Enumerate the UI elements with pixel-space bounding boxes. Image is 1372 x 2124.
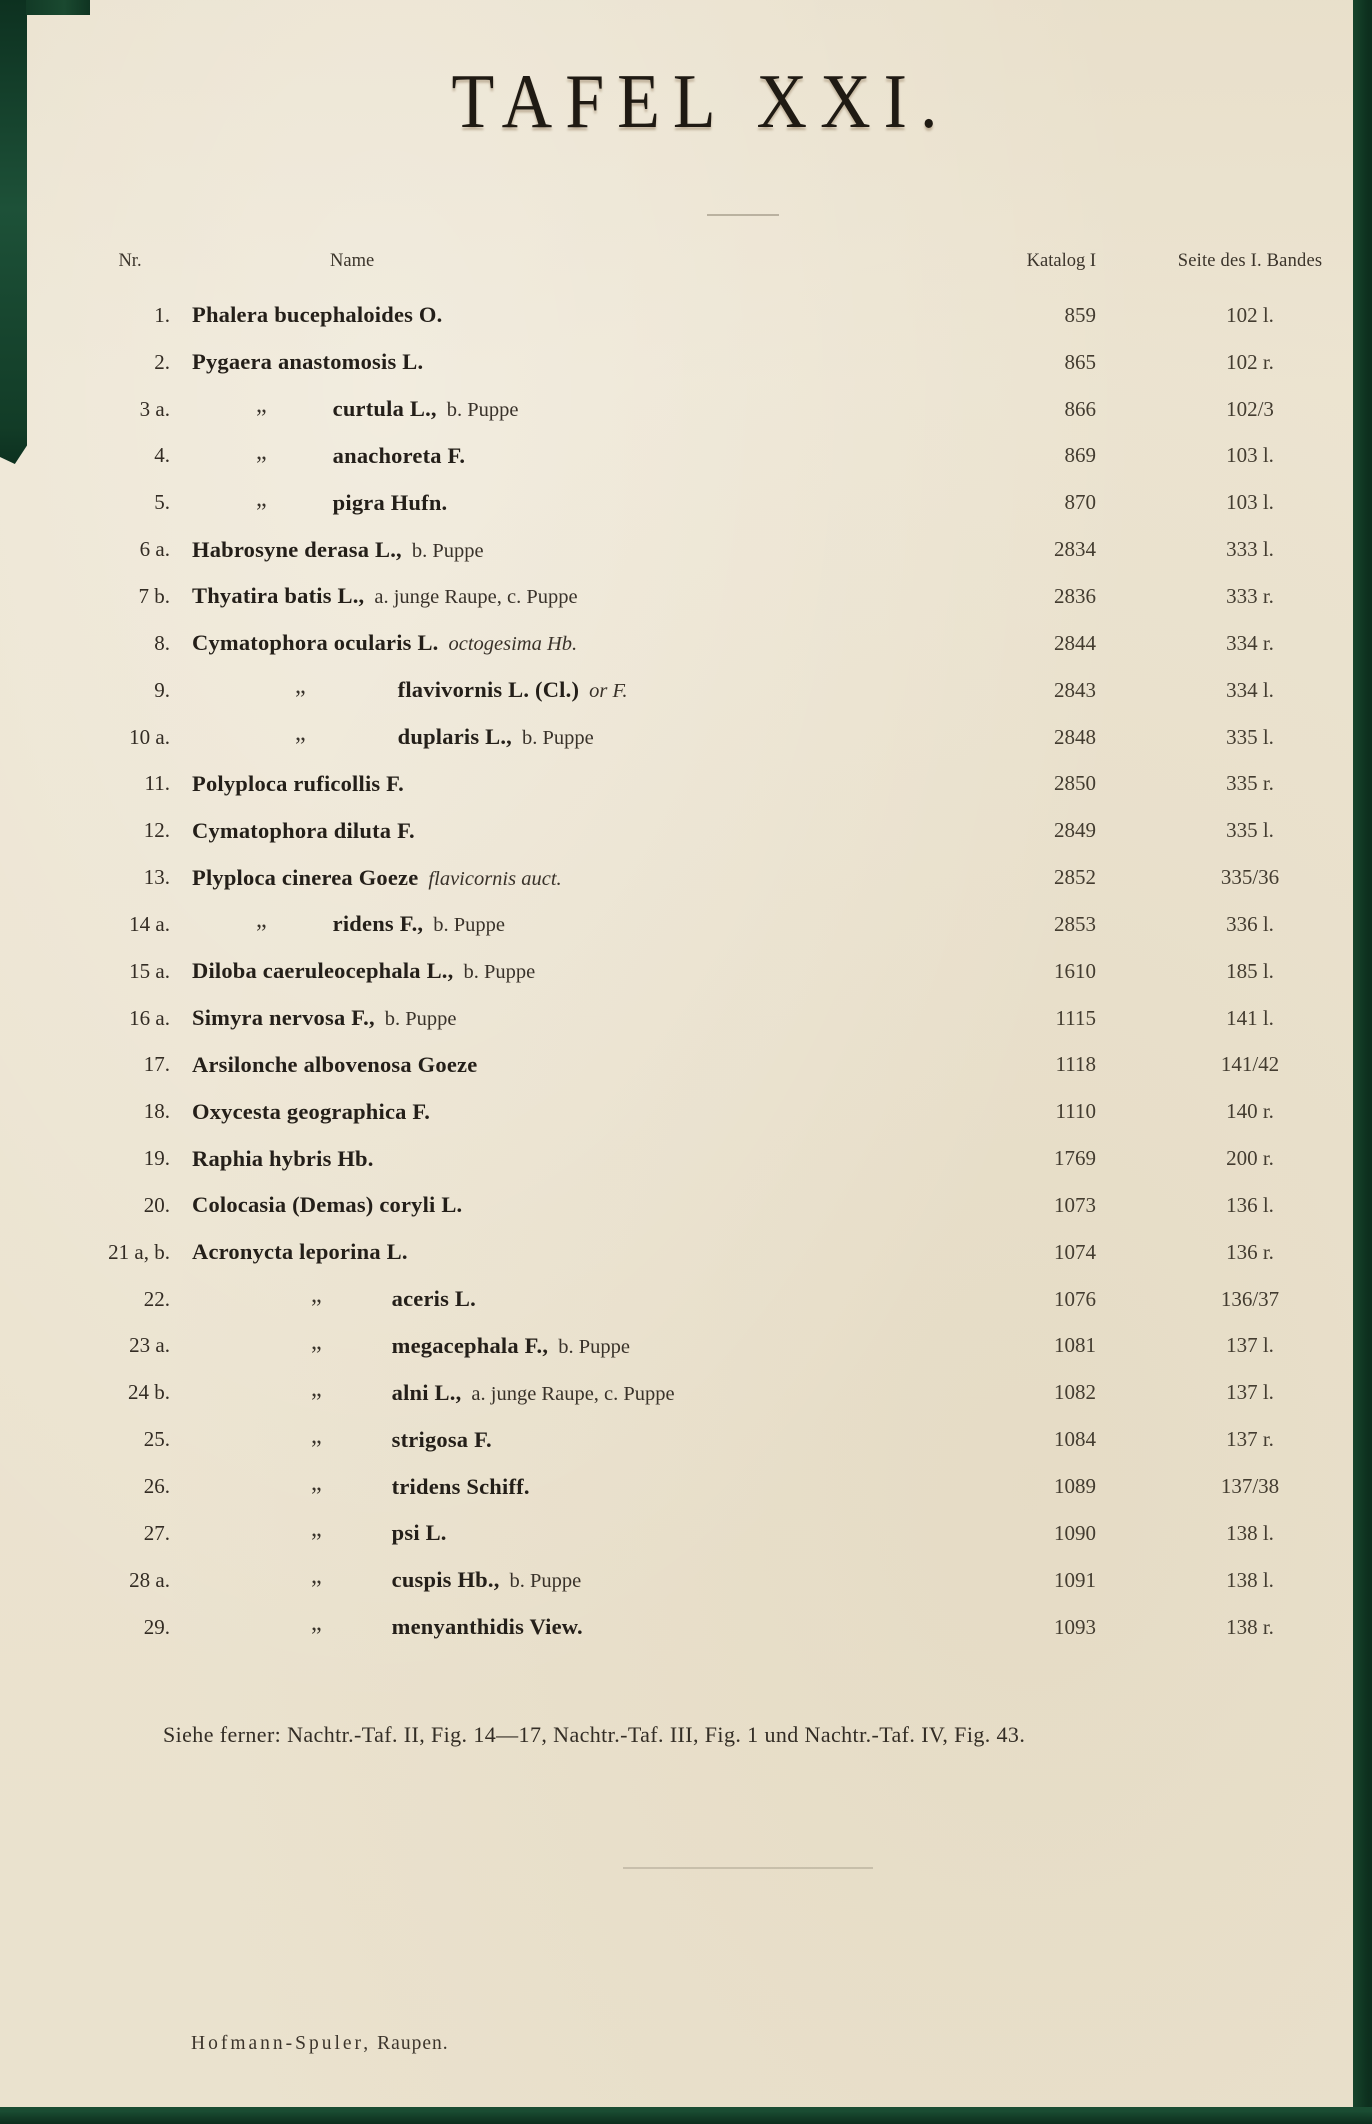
row-name-cell: „ pigra Hufn. [256,485,448,515]
katalog-number: 1091 [1054,1567,1096,1592]
row-name-cell: „ flavivornis L. (Cl.) or F. [295,673,628,703]
katalog-number: 1084 [1054,1427,1096,1452]
row-number: 13. [143,865,170,890]
species-name: ridens F., [332,911,424,937]
table-row [0,1369,1372,1416]
species-name: Arsilonche albovenosa Goeze [192,1051,478,1077]
row-name-cell: „ menyanthidis View. [311,1610,583,1640]
katalog-number: 1118 [1055,1052,1096,1077]
row-name-cell: „ tridens Schiff. [311,1469,530,1499]
table-row [0,292,1372,339]
cross-reference-note: Siehe ferner: Nachtr.-Taf. II, Fig. 14—17, Nachtr.-Taf. III, Fig. 1 und Nachtr.-Taf. IV, Fig. 43. [163,1722,1026,1747]
species-name: megacephala F., [391,1332,549,1358]
seite-reference: 141/42 [1220,1052,1280,1077]
col-header-name: Name [330,250,375,271]
katalog-number: 1076 [1054,1286,1096,1311]
species-name: Cymatophora ocularis L. [192,630,439,656]
row-number: 21 a, b. [108,1239,170,1264]
table-row [0,1229,1372,1276]
row-number: 5. [154,490,170,515]
row-name-cell [174,818,936,844]
table-row [0,854,1372,901]
table-row [0,1088,1372,1135]
species-name: psi L. [391,1520,447,1546]
col-header-seite: Seite des I. Bandes [1177,250,1323,271]
species-name: menyanthidis View. [391,1614,583,1640]
row-name-cell: „ duplaris L., b. Puppe [295,720,594,750]
row-name-cell [174,302,936,328]
species-name: Habrosyne derasa L., [192,536,402,562]
seite-reference: 336 l. [1226,911,1274,936]
table-row [0,620,1372,667]
row-number: 22. [143,1286,170,1311]
species-name: Plyploca cinerea Goeze [192,864,419,890]
species-name: strigosa F. [391,1426,492,1452]
species-name: duplaris L., [397,724,512,750]
name-annotation: b. Puppe [463,961,536,984]
seite-reference: 335 r. [1226,771,1274,796]
row-number: 27. [143,1520,170,1545]
table-row [0,1510,1372,1557]
col-header-katalog: Katalog I [1026,250,1096,271]
seite-reference: 137 l. [1226,1333,1274,1358]
seite-reference: 137 l. [1226,1380,1274,1405]
imprint-work: Raupen. [377,2033,449,2054]
katalog-number: 866 [1064,396,1096,421]
katalog-number: 2850 [1054,771,1096,796]
katalog-number: 865 [1064,349,1096,374]
seite-reference: 138 l. [1226,1520,1274,1545]
row-number: 12. [143,818,170,843]
katalog-number: 859 [1064,302,1096,327]
species-name: Polyploca ruficollis F. [192,770,404,796]
footer-divider [623,1867,873,1869]
imprint-publisher: Hofmann-Spuler, [191,2033,372,2054]
row-name-cell: „ psi L. [311,1516,447,1546]
row-name-cell [174,349,936,375]
row-number: 18. [143,1099,170,1124]
row-number: 25. [143,1427,170,1452]
row-number: 1. [154,302,170,327]
katalog-number: 1073 [1054,1192,1096,1217]
seite-reference: 333 l. [1226,537,1274,562]
table-row [0,526,1372,573]
species-name: Diloba caeruleocephala L., [192,958,454,984]
name-annotation: b. Puppe [521,727,594,750]
row-number: 10 a. [129,724,170,749]
title-divider [707,214,779,216]
katalog-number: 2852 [1054,865,1096,890]
seite-reference: 103 l. [1226,443,1274,468]
name-annotation: a. junge Raupe, c. Puppe [471,1382,675,1405]
table-row [0,807,1372,854]
row-name-cell [174,1192,936,1218]
katalog-number: 869 [1064,443,1096,468]
species-name: Simyra nervosa F., [192,1005,375,1031]
name-annotation: b. Puppe [433,914,505,937]
row-name-cell: „ curtula L., b. Puppe [256,392,519,422]
row-number: 24 b. [128,1380,170,1405]
species-name: Phalera bucephaloides O. [192,302,443,328]
name-annotation: b. Puppe [384,1008,457,1031]
table-row [0,901,1372,948]
katalog-number: 2853 [1054,911,1096,936]
katalog-number: 1115 [1055,1005,1096,1030]
katalog-number: 1769 [1054,1146,1096,1171]
katalog-number: 870 [1064,490,1096,515]
species-name: Pygaera anastomosis L. [192,349,424,375]
page-title: TAFEL XXI. [451,59,951,145]
book-edge-bottom [0,2107,1372,2124]
katalog-number: 1081 [1054,1333,1096,1358]
seite-reference: 102 l. [1226,302,1274,327]
table-row [0,1042,1372,1089]
seite-reference: 136 l. [1226,1192,1274,1217]
katalog-number: 1110 [1055,1099,1096,1124]
species-name: aceris L. [391,1286,476,1312]
table-row [0,760,1372,807]
row-number: 9. [154,677,170,702]
seite-reference: 334 l. [1226,677,1274,702]
seite-reference: 335 l. [1226,724,1274,749]
table-row [0,948,1372,995]
katalog-number: 1089 [1054,1474,1096,1499]
seite-reference: 141 l. [1226,1005,1274,1030]
seite-reference: 140 r. [1226,1099,1274,1124]
row-name-cell [174,1239,936,1265]
table-row [0,1557,1372,1604]
seite-reference: 136 r. [1226,1239,1274,1264]
row-number: 2. [154,349,170,374]
row-number: 19. [143,1146,170,1171]
katalog-number: 1090 [1054,1520,1096,1545]
row-number: 26. [143,1474,170,1499]
row-number: 15 a. [129,958,170,983]
seite-reference: 137/38 [1220,1474,1280,1499]
row-name-cell [174,865,936,891]
species-name: Cymatophora diluta F. [192,817,415,843]
row-name-cell [174,1005,936,1031]
species-name: alni L., [391,1379,462,1405]
row-number: 6 a. [139,537,170,562]
seite-reference: 333 r. [1226,583,1274,608]
row-number: 28 a. [129,1567,170,1592]
seite-reference: 200 r. [1226,1146,1274,1171]
seite-reference: 102/3 [1226,396,1274,421]
species-name: anachoreta F. [332,442,466,468]
name-annotation: flavicornis auct. [428,867,562,890]
katalog-number: 1074 [1054,1239,1096,1264]
table-row [0,995,1372,1042]
row-number: 7 b. [138,583,170,608]
species-name: pigra Hufn. [332,489,448,515]
seite-reference: 102 r. [1226,349,1274,374]
katalog-number: 2834 [1054,537,1096,562]
katalog-number: 1610 [1054,958,1096,983]
row-name-cell [174,583,936,609]
col-header-nr: Nr. [118,250,142,271]
seite-reference: 334 r. [1226,630,1274,655]
seite-reference: 335 l. [1226,818,1274,843]
table-row [0,386,1372,433]
row-name-cell: „ alni L., a. junge Raupe, c. Puppe [311,1375,675,1405]
row-name-cell: „ cuspis Hb., b. Puppe [311,1563,582,1593]
table-row [0,433,1372,480]
row-name-cell: „ ridens F., b. Puppe [256,907,505,937]
table-row [0,1463,1372,1510]
row-name-cell [174,1146,936,1172]
row-name-cell: „ megacephala F., b. Puppe [311,1328,630,1358]
species-name: Raphia hybris Hb. [192,1145,374,1171]
row-number: 8. [154,630,170,655]
name-annotation: b. Puppe [558,1335,630,1358]
name-annotation: or F. [589,680,628,703]
row-number: 20. [143,1192,170,1217]
table-row [0,339,1372,386]
row-name-cell [174,537,936,563]
seite-reference: 185 l. [1226,958,1274,983]
row-name-cell: „ strigosa F. [311,1422,492,1452]
imprint [191,2033,449,2055]
name-annotation: b. Puppe [411,539,484,562]
row-name-cell [174,958,936,984]
row-number: 3 a. [139,396,170,421]
row-name-cell [174,771,936,797]
row-number: 14 a. [129,911,170,936]
row-name-cell [174,630,936,656]
row-name-cell: „ aceris L. [311,1282,476,1312]
row-number: 4. [154,443,170,468]
name-annotation: b. Puppe [509,1570,582,1593]
katalog-number: 1082 [1054,1380,1096,1405]
row-number: 11. [144,771,170,796]
species-name: Acronycta leporina L. [192,1239,408,1265]
table-row [0,1323,1372,1370]
table-row [0,479,1372,526]
table-row [0,1135,1372,1182]
seite-reference: 335/36 [1220,865,1280,890]
name-annotation: b. Puppe [446,399,519,422]
katalog-number: 2848 [1054,724,1096,749]
row-number: 29. [143,1614,170,1639]
seite-reference: 138 r. [1226,1614,1274,1639]
row-name-cell: „ anachoreta F. [256,438,466,468]
seite-reference: 138 l. [1226,1567,1274,1592]
table-row [0,1276,1372,1323]
seite-reference: 136/37 [1220,1286,1280,1311]
katalog-number: 2844 [1054,630,1096,655]
table-row [0,714,1372,761]
table-row [0,1604,1372,1651]
katalog-number: 2849 [1054,818,1096,843]
katalog-number: 2836 [1054,583,1096,608]
table-row [0,667,1372,714]
species-name: Oxycesta geographica F. [192,1098,431,1124]
species-name: tridens Schiff. [391,1473,530,1499]
species-name: Colocasia (Demas) coryli L. [192,1192,463,1218]
species-name: Thyatira batis L., [192,583,365,609]
katalog-number: 2843 [1054,677,1096,702]
species-name: cuspis Hb., [391,1567,500,1593]
seite-reference: 137 r. [1226,1427,1274,1452]
row-name-cell [174,1052,936,1078]
catalog-table [0,292,1372,1650]
table-row [0,1182,1372,1229]
species-name: flavivornis L. (Cl.) [397,677,580,703]
name-annotation: a. junge Raupe, c. Puppe [374,586,578,609]
seite-reference: 103 l. [1226,490,1274,515]
table-header-row [0,246,1372,276]
katalog-number: 1093 [1054,1614,1096,1639]
table-row [0,1416,1372,1463]
table-row [0,573,1372,620]
species-name: curtula L., [332,396,437,422]
row-number: 17. [143,1052,170,1077]
book-edge-top-left [26,0,90,15]
row-number: 16 a. [129,1005,170,1030]
row-number: 23 a. [129,1333,170,1358]
row-name-cell [174,1099,936,1125]
name-annotation: octogesima Hb. [448,633,578,656]
